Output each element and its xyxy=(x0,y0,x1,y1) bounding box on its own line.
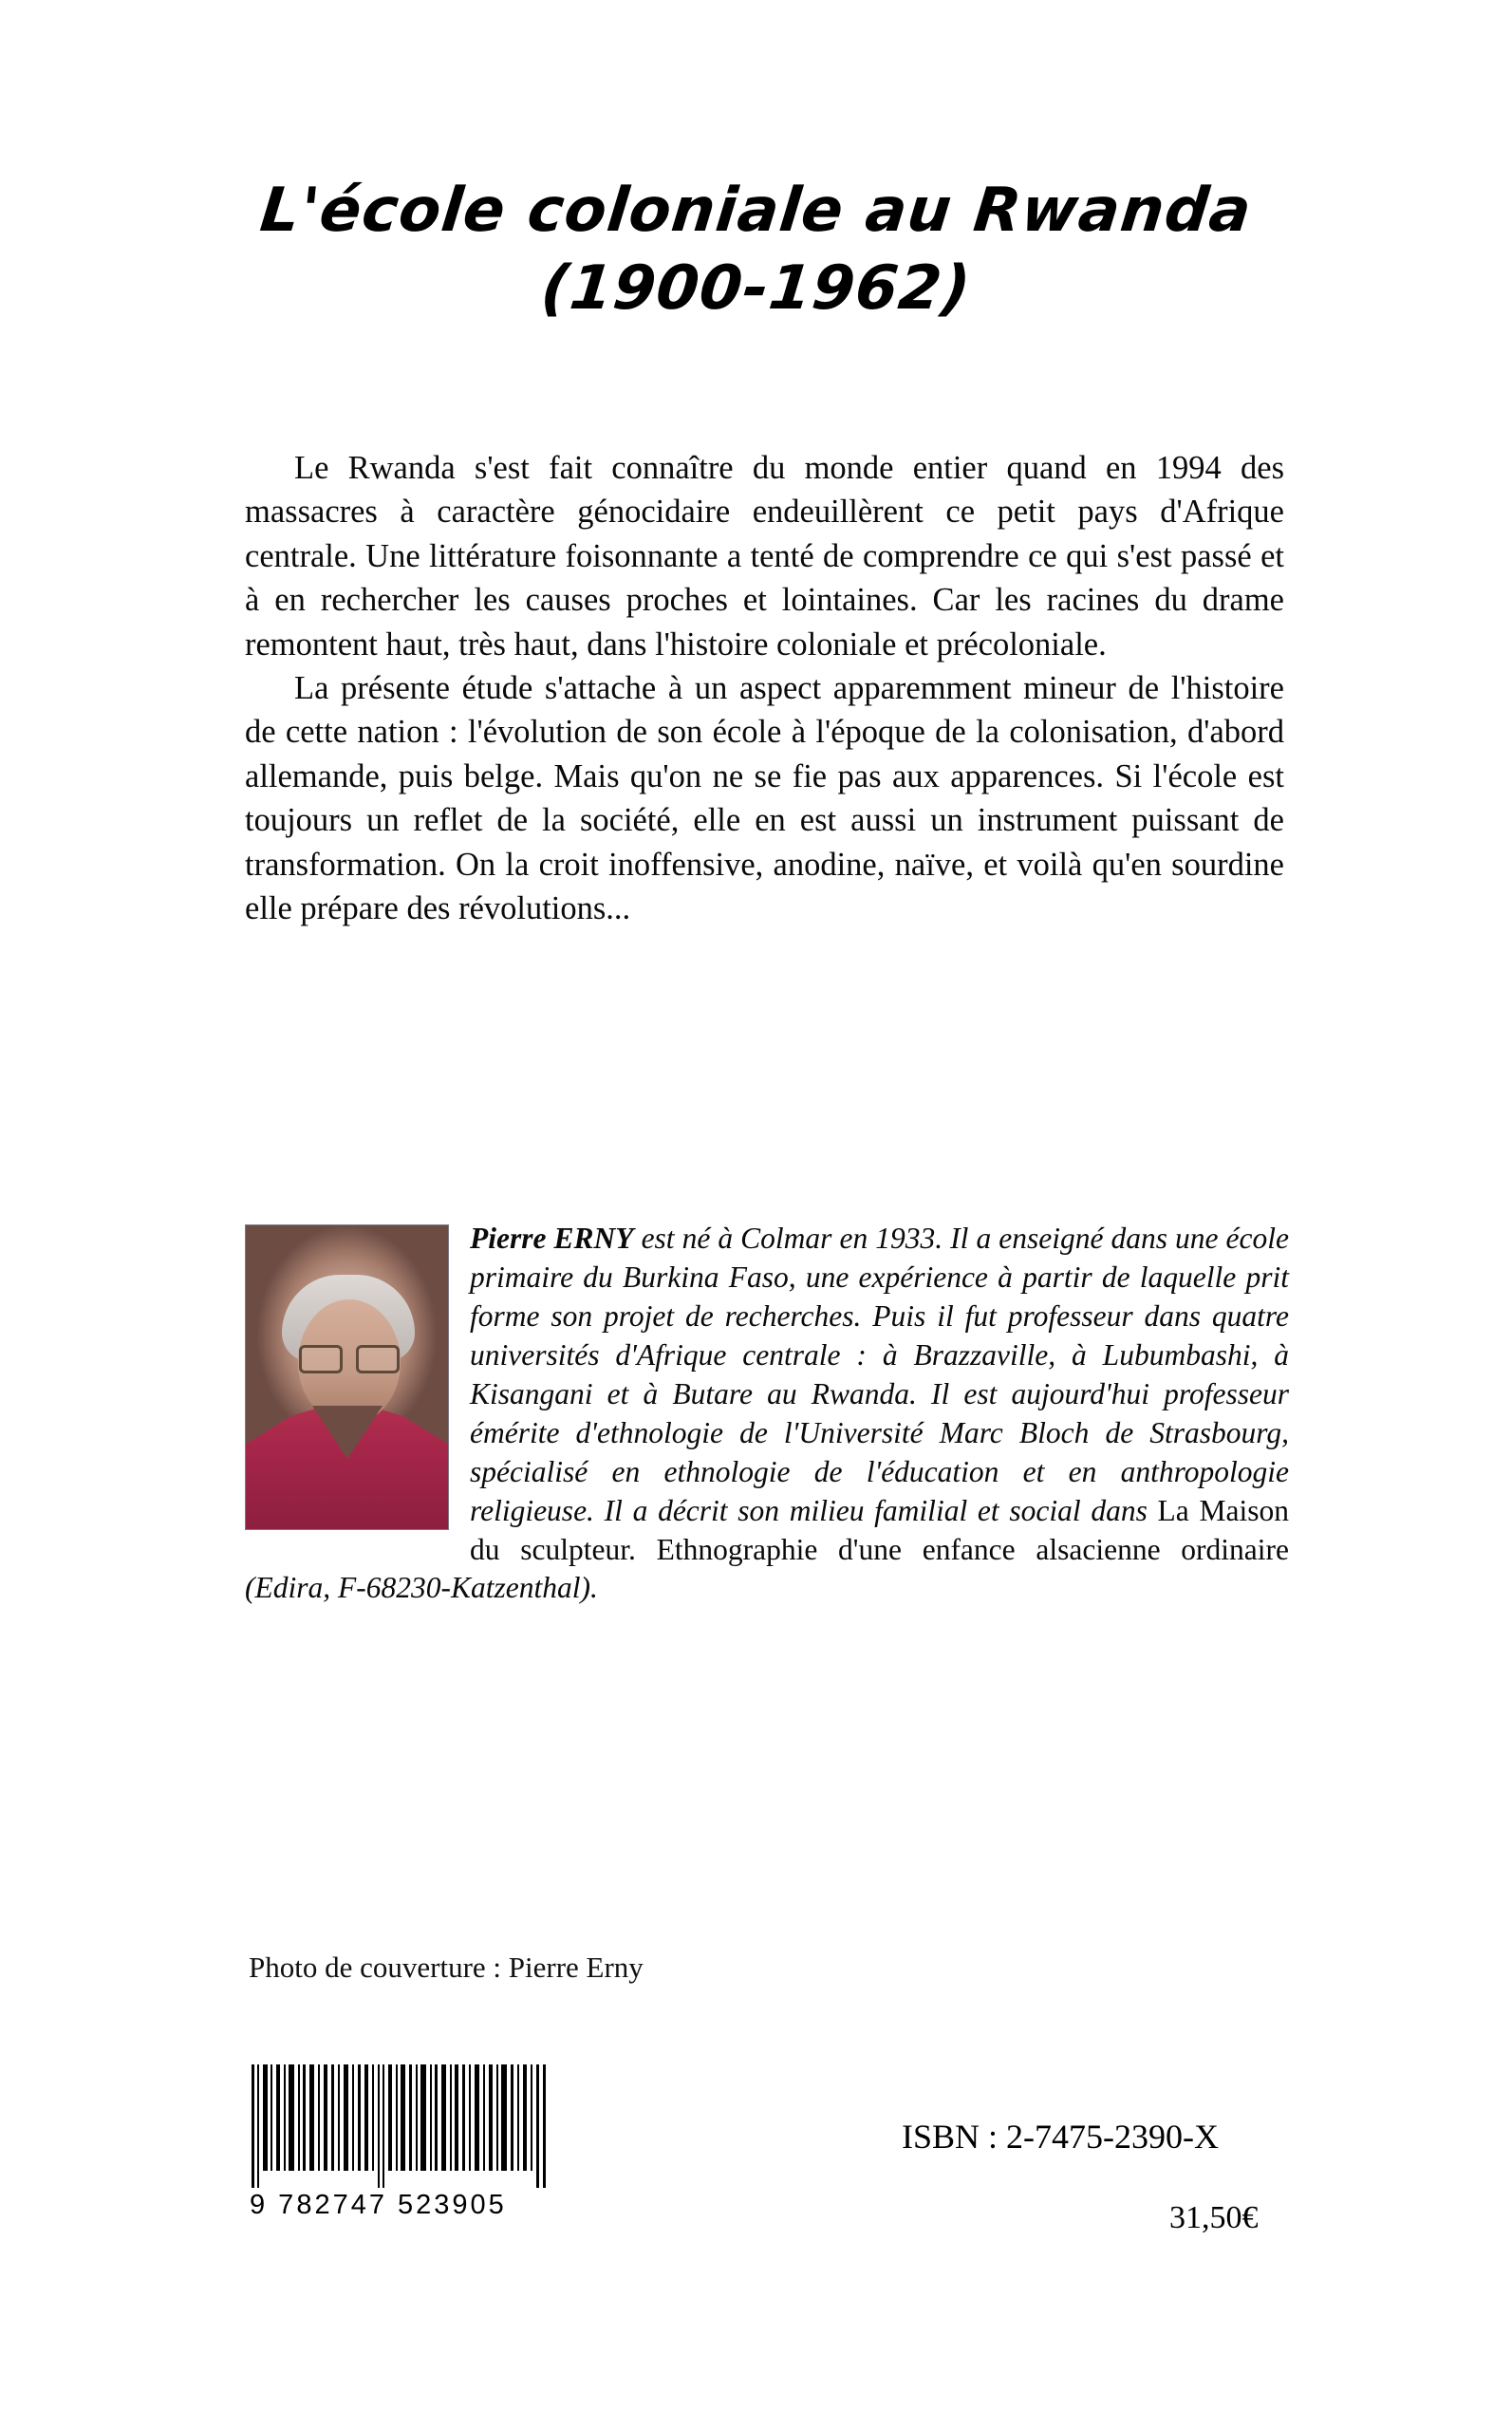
author-photo xyxy=(245,1224,449,1530)
barcode-digits: 9 782747 523905 xyxy=(250,2190,507,2220)
title-block xyxy=(0,176,1512,325)
barcode-icon xyxy=(250,2064,551,2188)
author-bio-work-title: La Maison du sculpteur. Ethnographie d'une enfance alsacienne ordinaire xyxy=(470,1493,1289,1566)
blurb-paragraph-2: La présente étude s'attache à un aspect apparemment mineur de l'histoire de cette nation : l'évolution de son école à l'époque de la colonisation, d'abord allemande, puis belge. Mais qu'on ne se fie pas aux apparences. Si l'école est toujours un reflet de la société, elle en est aussi un instrument puissant de transformation. On la croit inoffensive, anodine, naïve, et voilà qu'en sourdine elle prépare des révolutions... xyxy=(245,669,1284,926)
author-bio-part-1: est né à Colmar en 1933. Il a enseigné dans une école primaire du Burkina Faso, une expérience à partir de laquelle prit forme son projet de recherches. Puis il fut professeur dans quatre universités d'Afrique centrale : à Brazzaville, à Lubumbashi, à Kisangani et à Butare au Rwanda. Il est aujourd'hui professeur émérite d'ethnologie de l'Université Marc Bloch de Strasbourg, spécialisé en ethnologie de l'éducation et en anthropologie religieuse. Il a décrit son milieu familial et social dans xyxy=(470,1222,1289,1527)
cover-photo-credit: Photo de couverture : Pierre Erny xyxy=(249,1951,644,1984)
photo-glasses-icon xyxy=(299,1345,400,1370)
book-title-line-2: (1900-1962) xyxy=(537,252,975,324)
isbn-text: ISBN : 2-7475-2390-X xyxy=(902,2118,1219,2156)
author-bio-part-2: (Edira, F-68230-Katzenthal). xyxy=(245,1571,598,1605)
book-title-line-1: L'école coloniale au Rwanda xyxy=(256,176,1256,246)
price-text: 31,50€ xyxy=(1169,2200,1259,2235)
author-name: Pierre ERNY xyxy=(470,1222,634,1255)
author-block xyxy=(245,1220,1289,1608)
blurb-paragraph-1: Le Rwanda s'est fait connaître du monde entier quand en 1994 des massacres à caractère génocidaire endeuillèrent ce petit pays d'Afrique centrale. Une littérature foisonnante a tenté de comprendre ce qui s'est passé et à en rechercher les causes proches et lointaines. Car les racines du drame remontent haut, très haut, dans l'histoire coloniale et précoloniale. xyxy=(245,450,1284,663)
blurb-text xyxy=(245,446,1284,930)
barcode-block xyxy=(250,2064,553,2221)
